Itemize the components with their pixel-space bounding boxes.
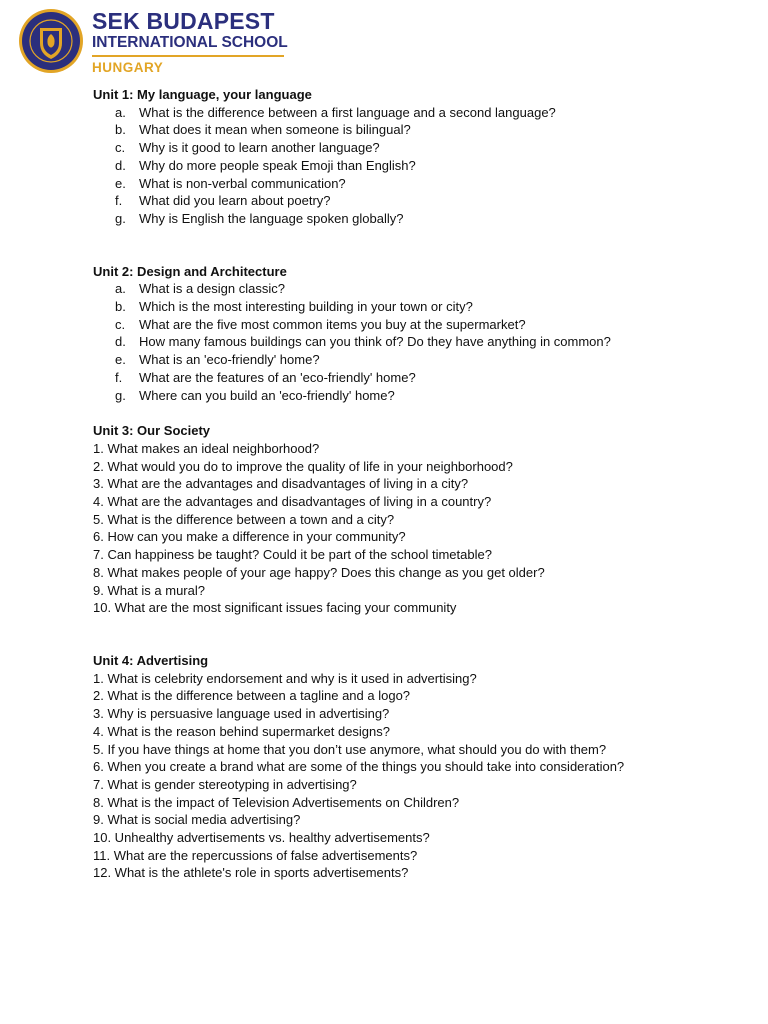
list-item: d. How many famous buildings can you think of? Do they have anything in common?: [115, 334, 611, 350]
list-item: 6. When you create a brand what are some of the things you should take into consideration?: [93, 759, 625, 775]
list-item: b. Which is the most interesting building in your town or city?: [115, 299, 473, 315]
question-list: [93, 86, 753, 882]
spacer: [93, 228, 753, 263]
list-item: 3. What are the advantages and disadvantages of living in a city?: [93, 476, 469, 492]
list-item: 8. What makes people of your age happy? Does this change as you get older?: [93, 564, 545, 580]
list-item: e. What is non-verbal communication?: [115, 175, 346, 191]
list-item: 4. What is the reason behind supermarket designs?: [93, 723, 391, 739]
list-item: b. What does it mean when someone is bilingual?: [115, 122, 411, 138]
list-item: f. What are the features of an 'eco-friendly' home?: [115, 369, 416, 385]
list-item: c. What are the five most common items you buy at the supermarket?: [115, 316, 526, 332]
spacer: [93, 617, 753, 652]
list-item: e. What is an 'eco-friendly' home?: [115, 352, 320, 368]
school-name-line2: INTERNATIONAL SCHOOL: [92, 34, 288, 51]
list-item: 9. What is a mural?: [93, 582, 205, 598]
unit-3-section: [93, 422, 753, 617]
list-item: 3. Why is persuasive language used in advertising?: [93, 706, 390, 722]
list-item: 5. If you have things at home that you don’t use anymore, what should you do with them?: [93, 741, 607, 757]
list-item: 10. Unhealthy advertisements vs. healthy advertisements?: [93, 830, 430, 846]
unit-2-section: [93, 263, 753, 405]
list-item: 9. What is social media advertising?: [93, 812, 301, 828]
list-item: f. What did you learn about poetry?: [115, 193, 331, 209]
unit-title: Unit 2: Design and Architecture: [93, 263, 287, 279]
unit-4-section: [93, 652, 753, 882]
school-name-line1: SEK BUDAPEST: [92, 8, 275, 34]
list-item: g. Why is English the language spoken globally?: [115, 210, 404, 226]
school-country: HUNGARY: [92, 60, 164, 75]
brand-divider: [92, 55, 284, 57]
school-header: [18, 8, 298, 74]
list-item: 7. Can happiness be taught? Could it be part of the school timetable?: [93, 547, 492, 563]
list-item: 1. What makes an ideal neighborhood?: [93, 440, 320, 456]
list-item: 8. What is the impact of Television Advertisements on Children?: [93, 794, 460, 810]
list-item: 5. What is the difference between a town and a city?: [93, 511, 395, 527]
list-item: a. What is a design classic?: [115, 281, 285, 297]
list-item: 10. What are the most significant issues facing your community: [93, 600, 457, 616]
list-item: a. What is the difference between a first language and a second language?: [115, 104, 556, 120]
list-item: g. Where can you build an 'eco-friendly' home?: [115, 387, 395, 403]
list-item: c. Why is it good to learn another language?: [115, 140, 380, 156]
list-item: d. Why do more people speak Emoji than English?: [115, 157, 416, 173]
school-crest-icon: [18, 8, 84, 74]
list-item: 12. What is the athlete's role in sports advertisements?: [93, 865, 409, 881]
spacer: [93, 404, 753, 422]
unit-title: Unit 4: Advertising: [93, 652, 209, 668]
list-item: 2. What would you do to improve the quality of life in your neighborhood?: [93, 458, 513, 474]
school-wordmark: [92, 8, 288, 75]
unit-title: Unit 3: Our Society: [93, 423, 211, 439]
list-item: 2. What is the difference between a tagline and a logo?: [93, 688, 411, 704]
list-item: 7. What is gender stereotyping in advertising?: [93, 776, 357, 792]
unit-title: Unit 1: My language, your language: [93, 87, 312, 102]
list-item: 4. What are the advantages and disadvantages of living in a country?: [93, 494, 492, 510]
list-item: 11. What are the repercussions of false advertisements?: [93, 847, 418, 863]
list-item: 1. What is celebrity endorsement and why is it used in advertising?: [93, 670, 477, 686]
list-item: 6. How can you make a difference in your community?: [93, 529, 406, 545]
unit-1-section: [93, 86, 753, 228]
